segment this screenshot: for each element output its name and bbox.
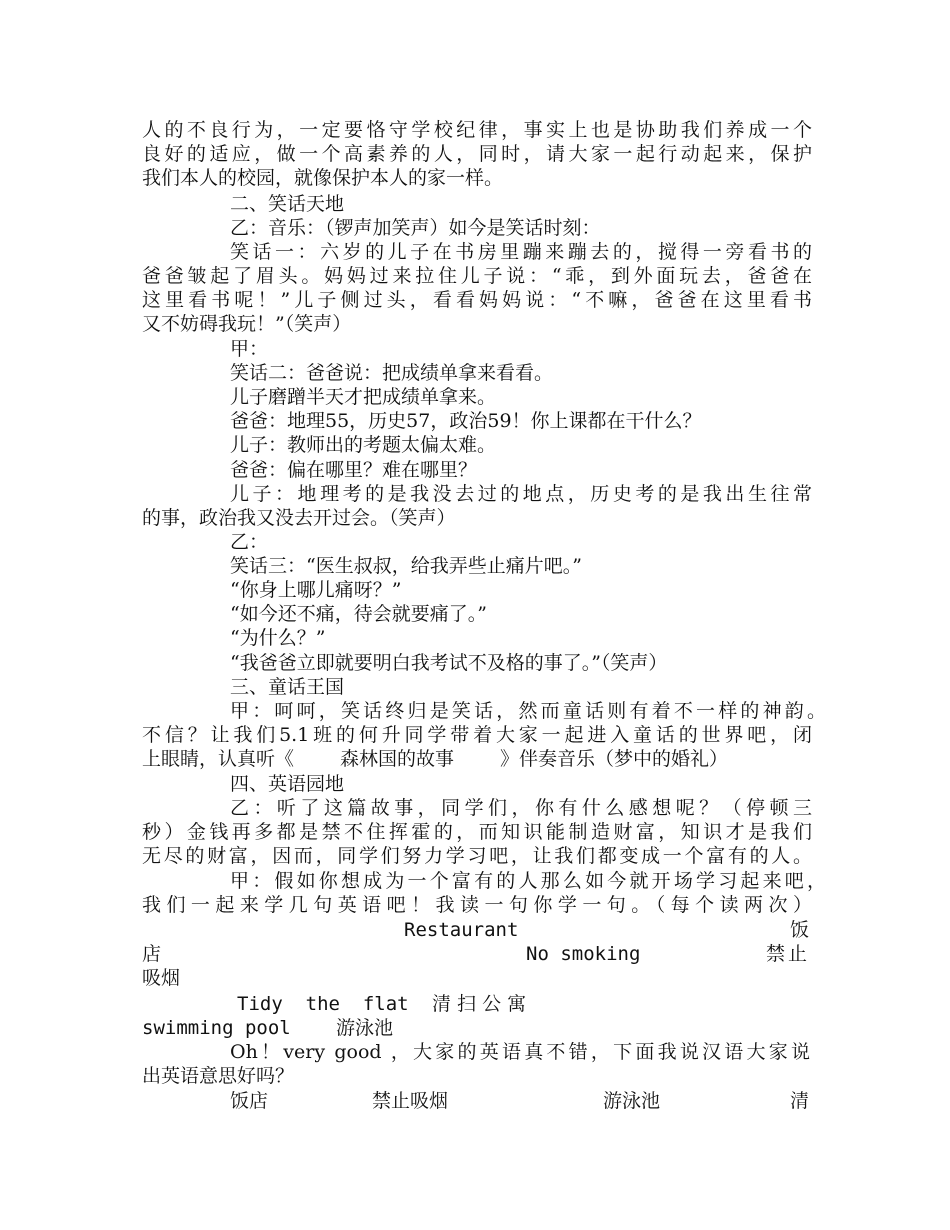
paragraph-line: 爸爸：地理55，历史57，政治59！你上课都在干什么？: [230, 410, 702, 432]
paragraph-line: 笑话一：六岁的儿子在书房里蹦来蹦去的，搅得一旁看书的: [230, 241, 812, 263]
quiz-word: 清: [790, 1090, 810, 1112]
paragraph-line: 这里看书呢！”儿子侧过头，看看妈妈说：“不嘛，爸爸在这里看书: [142, 289, 812, 311]
paragraph-line: 又不妨碍我玩！”（笑声）: [142, 313, 352, 335]
paragraph-line: 秒）金钱再多都是禁不住挥霍的，而知识能制造财富，知识才是我们: [142, 821, 812, 843]
paragraph-line: 乙：听了这篇故事，同学们，你有什么感想呢？（停顿三: [230, 797, 812, 819]
vocab-chinese: 游泳池: [336, 1017, 394, 1039]
paragraph-line: 爸爸皱起了眉头。妈妈过来拉住儿子说：“乖，到外面玩去，爸爸在: [142, 265, 812, 287]
vocab-english: Restaurant: [404, 919, 519, 941]
vocab-english: Tidy the flat: [237, 993, 409, 1015]
text-run: 》伴奏音乐（梦中的婚礼）: [500, 748, 729, 770]
quiz-word: 禁止吸烟: [372, 1090, 449, 1112]
text-run: 上眼睛，认真听《: [142, 748, 295, 770]
vocab-chinese: 禁止: [766, 943, 811, 965]
vocab-english: No smoking: [526, 943, 641, 965]
vocab-chinese: 饭: [790, 919, 810, 941]
paragraph-line: 儿子：教师出的考题太偏太难。: [230, 434, 497, 456]
paragraph-line: [142, 747, 812, 771]
paragraph-line: 人的不良行为，一定要恪守学校纪律，事实上也是协助我们养成一个: [142, 119, 812, 141]
paragraph-line: 甲：呵呵，笑话终归是笑话，然而童话则有着不一样的神韵。: [230, 700, 826, 722]
section-heading: 四、英语园地: [230, 773, 345, 795]
paragraph-line: “为什么？”: [230, 627, 326, 649]
paragraph-line: Oh！very good ，大家的英语真不错，下面我说汉语大家说: [230, 1041, 810, 1063]
vocab-english: swimming pool: [142, 1017, 291, 1039]
paragraph-line: 无尽的财富，因而，同学们努力学习吧，让我们都变成一个富有的人。: [142, 845, 812, 867]
paragraph-line: 儿子磨蹭半天才把成绩单拿来。: [230, 386, 497, 408]
paragraph-line: 出英语意思好吗？: [142, 1065, 295, 1087]
paragraph-line: 爸爸：偏在哪里？难在哪里？: [230, 459, 478, 481]
paragraph-line: 甲：: [230, 338, 269, 360]
vocab-chinese: 吸烟: [142, 967, 181, 989]
paragraph-line: 的事，政治我又没去开过会。（笑声）: [142, 507, 456, 529]
paragraph-line: 我们本人的校园，就像保护本人的家一样。: [142, 167, 504, 189]
quiz-word: 游泳池: [603, 1090, 661, 1112]
paragraph-line: “我爸爸立即就要明白我考试不及格的事了。”（笑声）: [230, 652, 668, 674]
paragraph-line: “你身上哪儿痛呀？”: [230, 579, 402, 601]
section-heading: 三、童话王国: [230, 676, 345, 698]
paragraph-line: 乙：: [230, 531, 269, 553]
paragraph-line: 乙：音乐：（锣声加笑声）如今是笑话时刻：: [230, 217, 601, 239]
paragraph-line: 笑话三：“医生叔叔，给我弄些止痛片吧。”: [230, 555, 582, 577]
paragraph-line: 良好的适应，做一个高素养的人，同时，请大家一起行动起来，保护: [142, 143, 812, 165]
paragraph-line: 甲：假如你想成为一个富有的人那么如今就开场学习起来吧，: [230, 870, 826, 892]
paragraph-line: “如今还不痛，待会就要痛了。”: [230, 603, 487, 625]
story-title: 森林国的故事: [340, 748, 455, 770]
section-heading: 二、笑话天地: [230, 193, 345, 215]
paragraph-line: 儿子：地理考的是我没去过的地点，历史考的是我出生往常: [230, 483, 812, 505]
vocab-chinese: 店: [142, 943, 162, 965]
paragraph-line: 不信？让我们5.1班的何升同学带着大家一起进入童话的世界吧，闭: [142, 724, 812, 746]
paragraph-line: 笑话二：爸爸说：把成绩单拿来看看。: [230, 362, 554, 384]
vocab-chinese: 清 扫 公 寓: [432, 993, 527, 1015]
quiz-word: 饭店: [230, 1090, 269, 1112]
paragraph-line: 我们一起来学几句英语吧！我读一句你学一句。（每个读两次）: [142, 894, 812, 916]
